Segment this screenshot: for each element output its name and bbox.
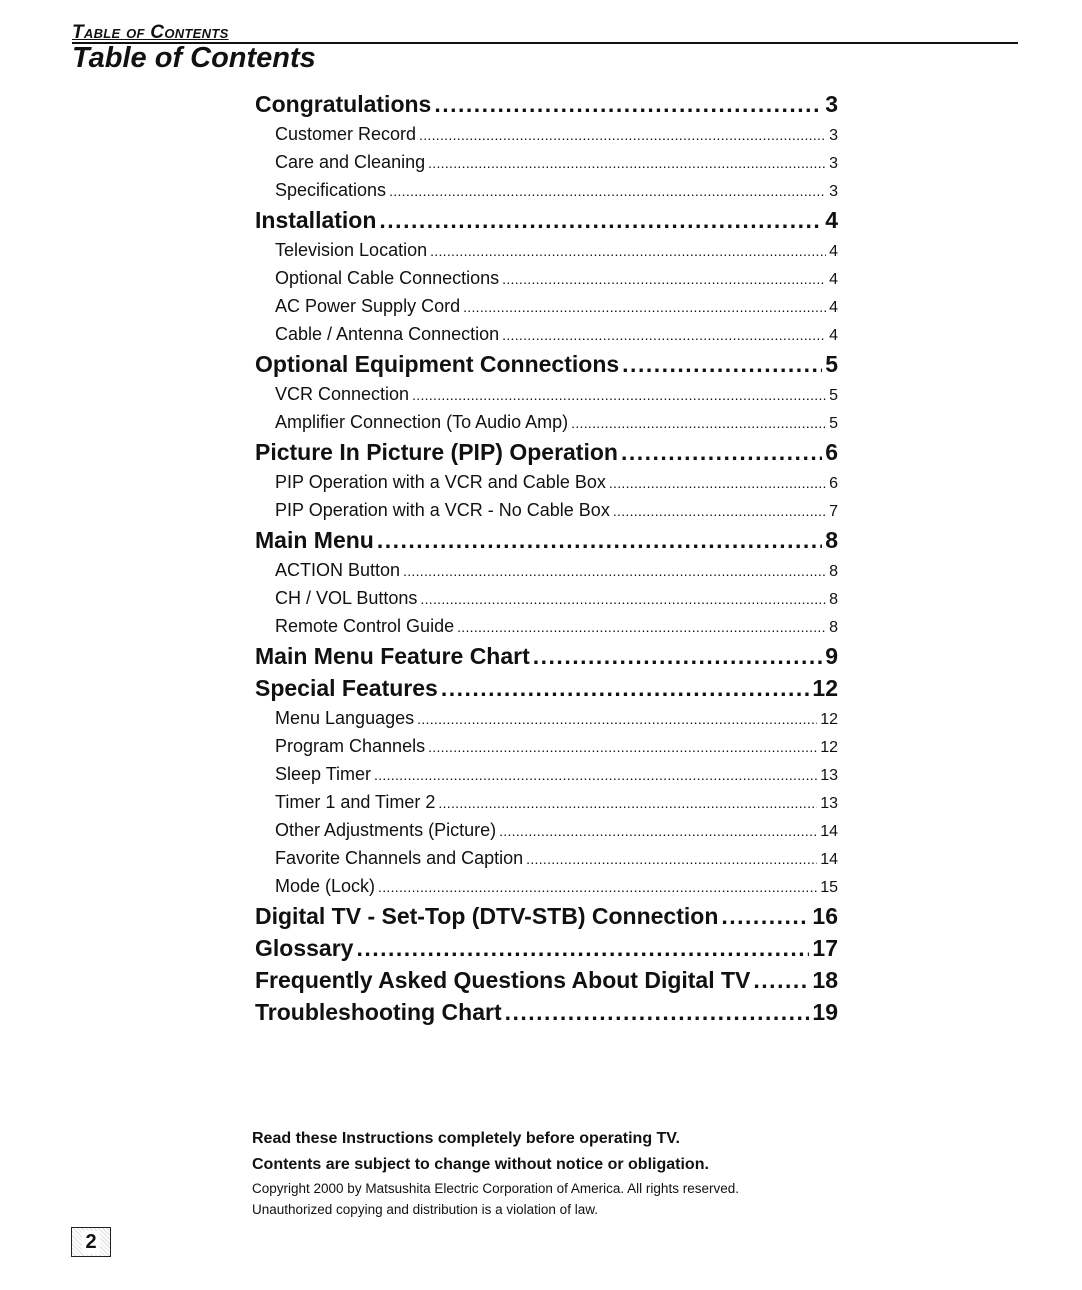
- dot-leader: [499, 817, 817, 845]
- dot-leader: [417, 705, 817, 733]
- toc-page-number: 12: [812, 675, 838, 701]
- toc-label: Troubleshooting Chart: [255, 999, 502, 1025]
- toc-page-number: 9: [825, 643, 838, 669]
- toc-label: Amplifier Connection (To Audio Amp): [275, 412, 569, 432]
- toc-section[interactable]: [255, 88, 838, 120]
- toc-subsection[interactable]: [255, 292, 838, 320]
- toc-label: Glossary: [255, 935, 354, 961]
- toc-subsection[interactable]: [255, 584, 838, 612]
- toc-label: PIP Operation with a VCR - No Cable Box: [275, 500, 610, 520]
- toc-page-number: 6: [829, 475, 838, 492]
- change-notice: Contents are subject to change without notice or obligation.: [252, 1156, 709, 1173]
- dot-leader: [609, 469, 826, 497]
- toc-section[interactable]: [255, 672, 838, 704]
- toc-label: Picture In Picture (PIP) Operation: [255, 439, 618, 465]
- dot-leader: [389, 177, 826, 205]
- toc-label: Television Location: [275, 240, 428, 260]
- dot-leader: [434, 88, 822, 120]
- toc-page-number: 8: [825, 527, 838, 553]
- dot-leader: [374, 761, 817, 789]
- toc-subsection[interactable]: [255, 788, 838, 816]
- dot-leader: [622, 348, 822, 380]
- toc-subsection[interactable]: [255, 264, 838, 292]
- toc-label: Digital TV - Set-Top (DTV-STB) Connection: [255, 903, 719, 929]
- toc-page-number: 8: [829, 563, 838, 580]
- toc-subsection[interactable]: [255, 408, 838, 436]
- toc-page-number: 6: [825, 439, 838, 465]
- dot-leader: [379, 204, 822, 236]
- dot-leader: [621, 436, 822, 468]
- toc-section[interactable]: [255, 964, 838, 996]
- toc-page-number: 3: [829, 155, 838, 172]
- dot-leader: [403, 557, 826, 585]
- dot-leader: [377, 524, 822, 556]
- dot-leader: [412, 381, 826, 409]
- toc-label: Favorite Channels and Caption: [275, 848, 524, 868]
- dot-leader: [438, 789, 817, 817]
- dot-leader: [419, 121, 826, 149]
- toc-label: CH / VOL Buttons: [275, 588, 418, 608]
- toc-subsection[interactable]: [255, 704, 838, 732]
- dot-leader: [457, 613, 826, 641]
- toc-subsection[interactable]: [255, 816, 838, 844]
- toc-page-number: 5: [829, 387, 838, 404]
- toc-page-number: 12: [820, 711, 838, 728]
- toc-page-number: 4: [829, 327, 838, 344]
- toc-label: Optional Cable Connections: [275, 268, 500, 288]
- toc-subsection[interactable]: [255, 176, 838, 204]
- toc-page-number: 17: [812, 935, 838, 961]
- dot-leader: [613, 497, 826, 525]
- page-number: 2: [82, 1231, 99, 1254]
- toc-page-number: 3: [829, 127, 838, 144]
- toc-label: Care and Cleaning: [275, 152, 426, 172]
- toc-label: Customer Record: [275, 124, 417, 144]
- toc-label: Cable / Antenna Connection: [275, 324, 500, 344]
- copyright-notice: Copyright 2000 by Matsushita Electric Corporation of America. All rights reserved.: [252, 1181, 739, 1196]
- toc-section[interactable]: [255, 436, 838, 468]
- toc-section[interactable]: [255, 996, 838, 1028]
- notice-block: [252, 1126, 872, 1220]
- running-head: Table of Contents: [72, 22, 229, 43]
- toc-page-number: 7: [829, 503, 838, 520]
- toc-page-number: 13: [820, 767, 838, 784]
- toc-section[interactable]: [255, 640, 838, 672]
- toc-label: Program Channels: [275, 736, 426, 756]
- dot-leader: [378, 873, 817, 901]
- toc-subsection[interactable]: [255, 236, 838, 264]
- dot-leader: [721, 900, 809, 932]
- toc-page-number: 5: [829, 415, 838, 432]
- dot-leader: [430, 237, 826, 265]
- toc-page-number: 12: [820, 739, 838, 756]
- toc-subsection[interactable]: [255, 556, 838, 584]
- toc-page-number: 5: [825, 351, 838, 377]
- toc-label: Special Features: [255, 675, 438, 701]
- page-number-box: [71, 1227, 111, 1257]
- toc-subsection[interactable]: [255, 496, 838, 524]
- toc-subsection[interactable]: [255, 380, 838, 408]
- dot-leader: [533, 640, 822, 672]
- dot-leader: [420, 585, 826, 613]
- dot-leader: [502, 265, 826, 293]
- dot-leader: [356, 932, 809, 964]
- toc-page-number: 4: [829, 243, 838, 260]
- toc-label: Congratulations: [255, 91, 432, 117]
- dot-leader: [526, 845, 817, 873]
- toc-subsection[interactable]: [255, 468, 838, 496]
- toc-label: Optional Equipment Connections: [255, 351, 620, 377]
- toc-label: Main Menu Feature Chart: [255, 643, 530, 669]
- toc-label: Frequently Asked Questions About Digital TV: [255, 967, 751, 993]
- toc-label: Menu Languages: [275, 708, 415, 728]
- toc-label: Mode (Lock): [275, 876, 376, 896]
- dot-leader: [571, 409, 826, 437]
- dot-leader: [428, 149, 826, 177]
- toc-section[interactable]: [255, 900, 838, 932]
- toc-page-number: 19: [812, 999, 838, 1025]
- toc-page-number: 13: [820, 795, 838, 812]
- dot-leader: [463, 293, 826, 321]
- toc-subsection[interactable]: [255, 844, 838, 872]
- toc-page-number: 8: [829, 591, 838, 608]
- toc-subsection[interactable]: [255, 148, 838, 176]
- toc-section[interactable]: [255, 348, 838, 380]
- page-title: Table of Contents: [72, 42, 316, 74]
- toc-section[interactable]: [255, 932, 838, 964]
- toc-subsection[interactable]: [255, 120, 838, 148]
- toc-label: ACTION Button: [275, 560, 401, 580]
- toc-page-number: 4: [825, 207, 838, 233]
- toc-page-number: 3: [829, 183, 838, 200]
- toc-subsection[interactable]: [255, 320, 838, 348]
- toc-page-number: 4: [829, 271, 838, 288]
- toc-page-number: 15: [820, 879, 838, 896]
- toc-label: VCR Connection: [275, 384, 410, 404]
- table-of-contents: [255, 88, 838, 1028]
- read-instructions-notice: Read these Instructions completely before operating TV.: [252, 1130, 680, 1147]
- toc-subsection[interactable]: [255, 760, 838, 788]
- toc-label: AC Power Supply Cord: [275, 296, 461, 316]
- dot-leader: [428, 733, 817, 761]
- dot-leader: [753, 964, 809, 996]
- toc-page-number: 4: [829, 299, 838, 316]
- toc-label: PIP Operation with a VCR and Cable Box: [275, 472, 606, 492]
- toc-page-number: 14: [820, 851, 838, 868]
- dot-leader: [441, 672, 810, 704]
- toc-label: Sleep Timer: [275, 764, 372, 784]
- toc-label: Specifications: [275, 180, 387, 200]
- toc-subsection[interactable]: [255, 872, 838, 900]
- toc-page-number: 18: [812, 967, 838, 993]
- toc-label: Other Adjustments (Picture): [275, 820, 497, 840]
- toc-label: Remote Control Guide: [275, 616, 455, 636]
- toc-subsection[interactable]: [255, 612, 838, 640]
- toc-label: Main Menu: [255, 527, 374, 553]
- toc-section[interactable]: [255, 524, 838, 556]
- toc-label: Timer 1 and Timer 2: [275, 792, 436, 812]
- toc-page-number: 8: [829, 619, 838, 636]
- toc-page-number: 3: [825, 91, 838, 117]
- toc-section[interactable]: [255, 204, 838, 236]
- toc-page-number: 16: [812, 903, 838, 929]
- unauthorized-copying-notice: Unauthorized copying and distribution is a violation of law.: [252, 1202, 598, 1217]
- dot-leader: [505, 996, 810, 1028]
- toc-page-number: 14: [820, 823, 838, 840]
- toc-subsection[interactable]: [255, 732, 838, 760]
- toc-label: Installation: [255, 207, 377, 233]
- dot-leader: [502, 321, 826, 349]
